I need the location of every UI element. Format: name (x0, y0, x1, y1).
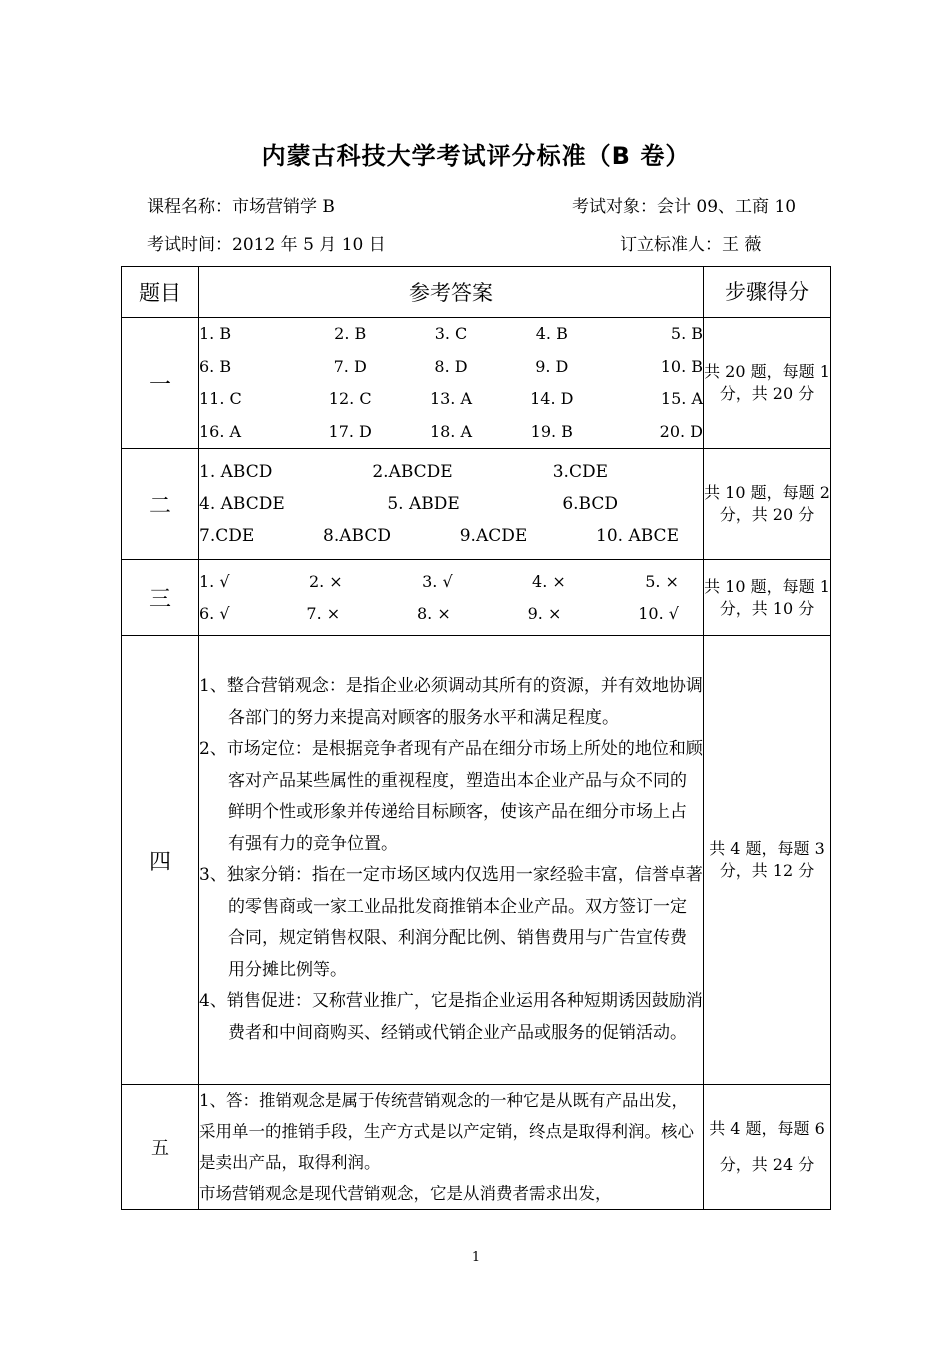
section-label: 三 (122, 560, 199, 636)
answer-item: 4. ABCDE (199, 494, 285, 514)
section-5-row (122, 1085, 831, 1210)
answer-item: 3. √ (422, 571, 453, 591)
answer-item: 3.CDE (552, 462, 608, 482)
answer-item: 5. × (645, 571, 679, 591)
answer-item: 1. ABCD (199, 462, 273, 482)
answer-item: 1. B (199, 324, 232, 343)
essay-paragraph: 市场营销观念是现代营销观念，它是从消费者需求出发， (199, 1184, 612, 1203)
answer-item: 15. A (660, 389, 703, 408)
answer-item: 18. A (429, 421, 473, 441)
essay-paragraph: 1、答：推销观念是属于传统营销观念的一种它是从既有产品出发，采用单一的推销手段，生产方式是以产定销，终点是取得利润。核心是卖出产品，取得利润。 (199, 1091, 694, 1172)
header-answer: 参考答案 (199, 267, 704, 318)
answer-item: 4. B (535, 324, 568, 343)
answer-item: 2. B (334, 324, 367, 343)
grading-table (121, 266, 831, 1210)
definition-item: 2、市场定位：是根据竞争者现有产品在细分市场上所处的地位和顾客对产品某些属性的重视程度，塑造出本企业产品与众不同的鲜明个性或形象并传递给目标顾客，使该产品在细分市场上占有强有力的竞争位置。 (199, 739, 703, 854)
section-label: 五 (122, 1085, 199, 1210)
answer-item: 3. C (434, 324, 468, 343)
section-score: 共 20 题，每题 1 分，共 20 分 (704, 318, 831, 449)
answer-item: 7. × (306, 603, 341, 623)
answer-item: 6. √ (199, 603, 230, 623)
section-label: 四 (122, 636, 199, 1085)
section-label: 一 (122, 318, 199, 449)
header-question: 题目 (122, 267, 199, 318)
section-4-row (122, 636, 831, 1085)
section-2-row (122, 449, 831, 560)
exam-date: 考试时间：2012 年 5 月 10 日 (147, 235, 386, 255)
section-5-answers (199, 1085, 704, 1210)
answer-item: 9. D (535, 356, 569, 376)
answer-item: 5. ABDE (387, 494, 460, 514)
answer-item: 12. C (328, 389, 372, 408)
answer-item: 17. D (328, 421, 372, 441)
standard-author: 订立标准人：王 薇 (620, 235, 762, 255)
section-2-answers (199, 449, 704, 560)
answer-item: 7.CDE (199, 526, 255, 546)
answer-item: 10. ABCE (596, 526, 679, 546)
answer-item: 2. × (308, 571, 343, 591)
answer-item: 2.ABCDE (372, 462, 453, 482)
section-3-answers (199, 560, 704, 636)
section-1-row (122, 318, 831, 449)
exam-target: 考试对象：会计 09、工商 10 (572, 197, 797, 217)
answer-item: 1. √ (199, 571, 230, 591)
answer-item: 10. B (660, 356, 703, 376)
answer-item: 20. D (659, 421, 703, 441)
section-score: 共 4 题，每题 3 分，共 12 分 (704, 636, 831, 1085)
answer-item: 6.BCD (562, 494, 618, 514)
page-number: 1 (471, 1250, 481, 1265)
definition-item: 4、销售促进：又称营业推广，它是指企业运用各种短期诱因鼓励消费者和中间商购买、经销或代销企业产品或服务的促销活动。 (199, 991, 703, 1043)
answer-item: 7. D (333, 356, 367, 376)
section-1-answers (199, 318, 704, 449)
answer-item: 8. D (434, 356, 468, 376)
answer-item: 11. C (199, 389, 242, 408)
section-score: 共 10 题，每题 1 分，共 10 分 (704, 560, 831, 636)
answer-item: 9.ACDE (459, 526, 528, 546)
header-row (122, 267, 831, 318)
page-title: 内蒙古科技大学考试评分标准（B 卷） (261, 142, 691, 170)
answer-item: 6. B (199, 356, 232, 376)
section-label: 二 (122, 449, 199, 560)
answer-item: 10. √ (638, 603, 679, 623)
answer-item: 13. A (429, 389, 473, 408)
answer-item: 8.ABCD (323, 526, 391, 546)
header-score: 步骤得分 (704, 267, 831, 318)
course-name: 课程名称：市场营销学 B (147, 197, 335, 217)
section-3-row (122, 560, 831, 636)
definition-item: 1、整合营销观念：是指企业必须调动其所有的资源，并有效地协调各部门的努力来提高对顾客的服务水平和满足程度。 (199, 676, 703, 728)
section-score: 共 10 题，每题 2 分，共 20 分 (704, 449, 831, 560)
answer-item: 5. B (670, 324, 703, 343)
section-4-answers (199, 636, 704, 1085)
definition-item: 3、独家分销：指在一定市场区域内仅选用一家经验丰富，信誉卓著的零售商或一家工业品批发商推销本企业产品。双方签订一定合同，规定销售权限、利润分配比例、销售费用与广告宣传费用分摊比例等。 (199, 865, 703, 980)
answer-item: 8. × (417, 603, 451, 623)
answer-item: 16. A (199, 421, 242, 441)
answer-item: 19. B (530, 421, 573, 441)
answer-item: 9. × (527, 603, 562, 623)
section-score: 共 4 题，每题 6 分，共 24 分 (704, 1085, 831, 1210)
answer-item: 14. D (530, 389, 574, 408)
answer-item: 4. × (532, 571, 566, 591)
